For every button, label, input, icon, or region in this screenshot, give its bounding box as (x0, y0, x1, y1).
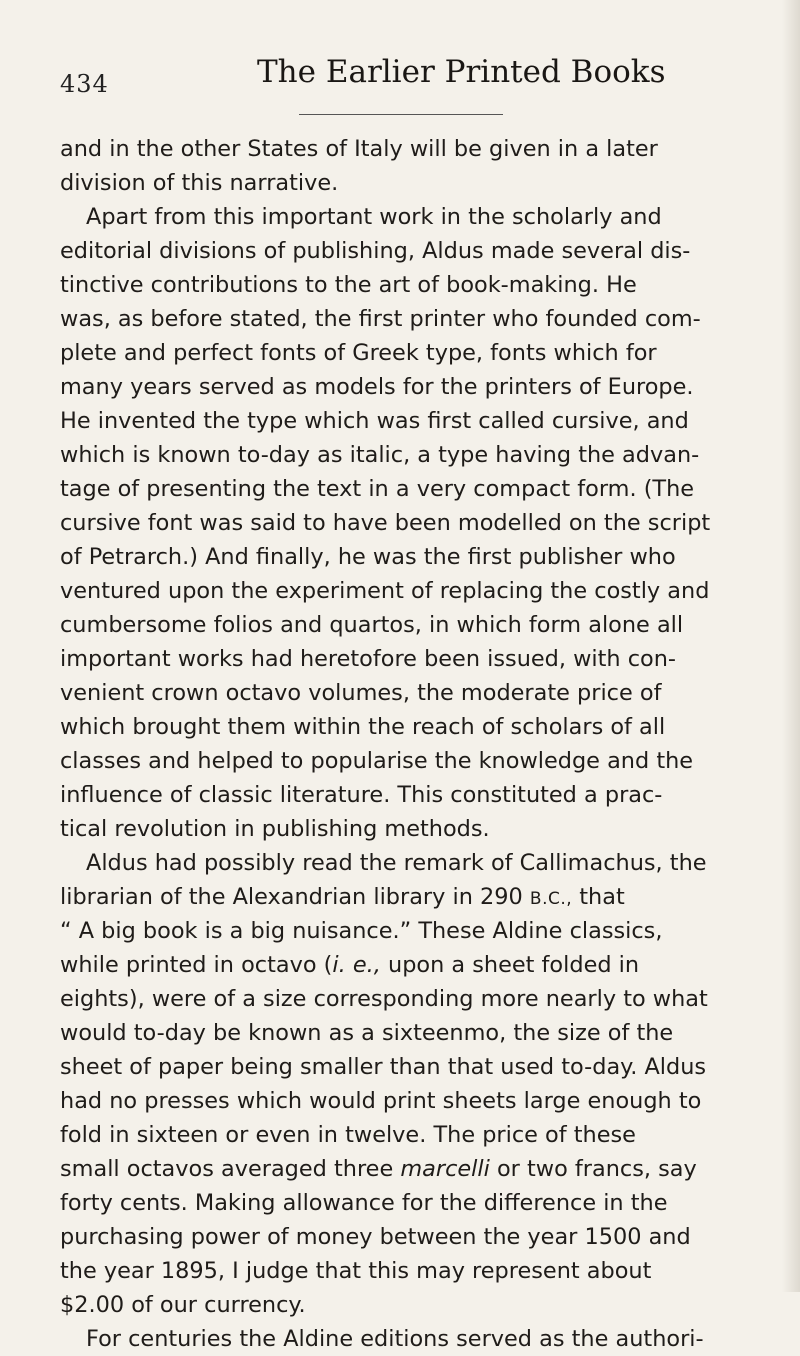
text-line: had no presses which would print sheets large enough to (60, 1088, 702, 1114)
text-line: tical revolution in publishing methods. (60, 816, 490, 842)
text-segment-small-caps: B.C., (529, 889, 573, 909)
text-segment-italic: i. e., (332, 952, 381, 978)
text-line: was, as before stated, the first printer who founded com- (60, 306, 701, 332)
text-line: Aldus had possibly read the remark of Callimachus, the (86, 850, 707, 876)
text-segment: while printed in octavo ( (60, 952, 333, 978)
page-number: 434 (60, 70, 109, 98)
text-line: sheet of paper being smaller than that used to-day. Aldus (60, 1054, 707, 1080)
text-line: Apart from this important work in the scholarly and (86, 204, 662, 230)
text-line: the year 1895, I judge that this may represent about (60, 1258, 652, 1284)
text-line: fold in sixteen or even in twelve. The price of these (60, 1122, 636, 1148)
text-segment: or two francs, say (496, 1156, 697, 1182)
text-line: For centuries the Aldine editions served as the authori- (86, 1326, 704, 1352)
text-line: purchasing power of money between the year 1500 and (60, 1224, 691, 1250)
text-line: tage of presenting the text in a very compact form. (The (60, 476, 695, 502)
text-line: tinctive contributions to the art of book-making. He (60, 272, 637, 298)
text-segment: librarian of the Alexandrian library in 290 (60, 884, 523, 910)
text-segment: upon a sheet folded in (388, 952, 640, 978)
text-line: He invented the type which was first called cursive, and (60, 408, 689, 434)
text-line: division of this narrative. (60, 170, 339, 196)
text-line: cumbersome folios and quartos, in which form alone all (60, 612, 684, 638)
text-line: would to-day be known as a sixteenmo, the size of the (60, 1020, 674, 1046)
text-line: and in the other States of Italy will be given in a later (60, 136, 658, 162)
text-line: editorial divisions of publishing, Aldus made several dis- (60, 238, 691, 264)
text-line: plete and perfect fonts of Greek type, fonts which for (60, 340, 657, 366)
text-line: classes and helped to popularise the knowledge and the (60, 748, 694, 774)
text-line: of Petrarch.) And finally, he was the first publisher who (60, 544, 676, 570)
page-edge-shadow (782, 0, 800, 1292)
text-line: “ A big book is a big nuisance.” These Aldine classics, (60, 918, 663, 944)
text-line: influence of classic literature. This constituted a prac- (60, 782, 663, 808)
text-segment: that (579, 884, 625, 910)
text-segment-italic: marcelli (400, 1156, 490, 1182)
text-line: cursive font was said to have been modelled on the script (60, 510, 711, 536)
text-line: $2.00 of our currency. (60, 1292, 306, 1318)
text-line: important works had heretofore been issued, with con- (60, 646, 677, 672)
text-line: forty cents. Making allowance for the difference in the (60, 1190, 668, 1216)
text-line: ventured upon the experiment of replacing the costly and (60, 578, 710, 604)
text-line: which is known to-day as italic, a type having the advan- (60, 442, 700, 468)
text-segment: small octavos averaged three (60, 1156, 394, 1182)
text-line-mixed (60, 948, 639, 982)
text-line-mixed (60, 1152, 697, 1186)
text-line-mixed (60, 880, 625, 914)
text-line: eights), were of a size corresponding more nearly to what (60, 986, 708, 1012)
text-line: many years served as models for the printers of Europe. (60, 374, 694, 400)
text-line: which brought them within the reach of scholars of all (60, 714, 666, 740)
text-line: venient crown octavo volumes, the moderate price of (60, 680, 662, 706)
running-title: The Earlier Printed Books (257, 54, 666, 90)
header-rule (299, 114, 503, 115)
